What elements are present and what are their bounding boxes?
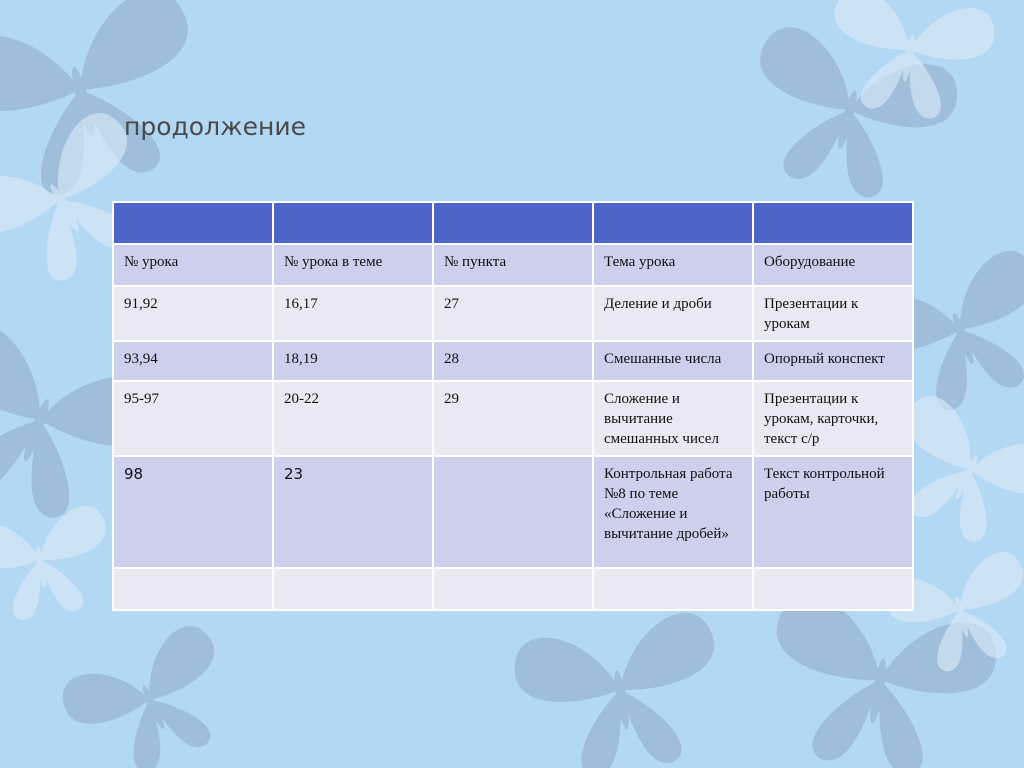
cell-paragraph-number: 29 (433, 381, 593, 456)
cell-lesson-topic: Смешанные числа (593, 341, 753, 381)
header-bar-row (113, 202, 913, 244)
cell-lesson-topic: Контрольная работа №8 по теме «Сложение и вычитание дробей» (593, 456, 753, 568)
cell-lesson-topic: Деление и дроби (593, 286, 753, 341)
cell-equipment: Презентации к урокам (753, 286, 913, 341)
cell-paragraph-number (433, 456, 593, 568)
header-bar-cell (433, 202, 593, 244)
cell-paragraph-number (433, 568, 593, 610)
cell-equipment (753, 568, 913, 610)
cell-lesson-topic: Сложение и вычитание смешанных чисел (593, 381, 753, 456)
cell-lesson-in-topic (273, 568, 433, 610)
cell-lesson-in-topic: 23 (273, 456, 433, 568)
cell-equipment: Презентации к урокам, карточки, текст с/р (753, 381, 913, 456)
cell-lesson-number: 93,94 (113, 341, 273, 381)
column-header-lesson-in-topic: № урока в теме (273, 244, 433, 286)
slide-title: продолжение (124, 112, 306, 141)
column-header-row (113, 244, 913, 286)
cell-lesson-number: 98 (113, 456, 273, 568)
table-row (113, 381, 913, 456)
cell-lesson-number (113, 568, 273, 610)
cell-equipment: Текст контрольной работы (753, 456, 913, 568)
header-bar-cell (753, 202, 913, 244)
table-row-empty (113, 568, 913, 610)
cell-lesson-number: 91,92 (113, 286, 273, 341)
header-bar-cell (593, 202, 753, 244)
cell-lesson-number: 95-97 (113, 381, 273, 456)
cell-lesson-in-topic: 20-22 (273, 381, 433, 456)
lesson-plan-table (112, 201, 914, 611)
column-header-lesson-number: № урока (113, 244, 273, 286)
cell-paragraph-number: 28 (433, 341, 593, 381)
column-header-lesson-topic: Тема урока (593, 244, 753, 286)
cell-lesson-topic (593, 568, 753, 610)
cell-equipment: Опорный конспект (753, 341, 913, 381)
cell-lesson-in-topic: 18,19 (273, 341, 433, 381)
column-header-equipment: Оборудование (753, 244, 913, 286)
cell-paragraph-number: 27 (433, 286, 593, 341)
cell-lesson-in-topic: 16,17 (273, 286, 433, 341)
table-row (113, 341, 913, 381)
column-header-paragraph-number: № пункта (433, 244, 593, 286)
header-bar-cell (273, 202, 433, 244)
table-row (113, 456, 913, 568)
table-row (113, 286, 913, 341)
header-bar-cell (113, 202, 273, 244)
